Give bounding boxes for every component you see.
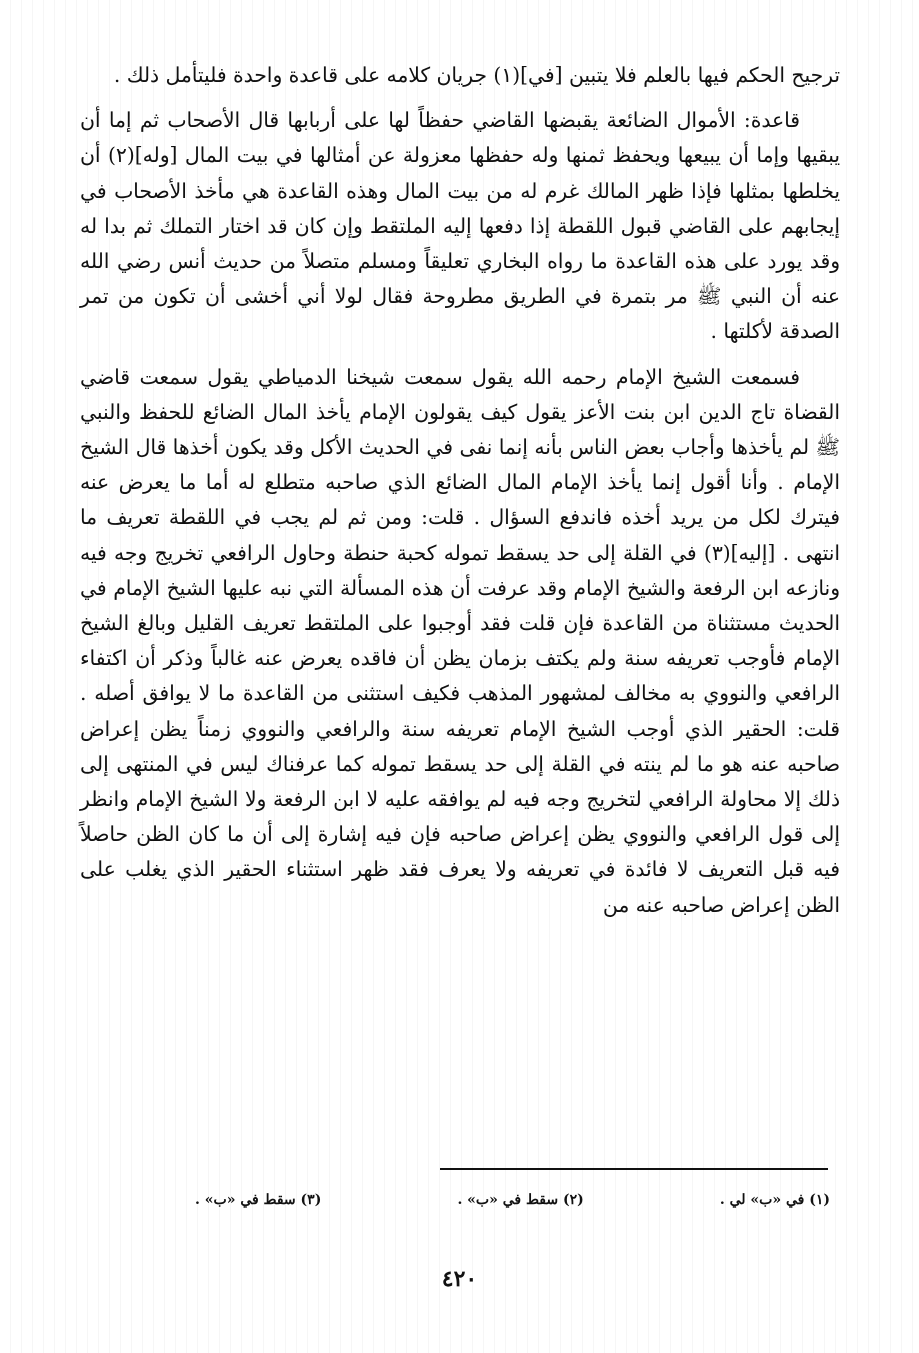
footnote-1: (١) في «ب» لي . [719, 1192, 830, 1208]
footnotes [80, 1192, 840, 1208]
page-number: ٤٢٠ [441, 1266, 478, 1292]
footnote-2: (٢) سقط في «ب» . [457, 1192, 584, 1208]
paragraph-discussion: فسمعت الشيخ الإمام رحمه الله يقول سمعت شيخنا الدمياطي يقول سمعت قاضي القضاة تاج الدين ابن بنت الأعز يقول كيف يقولون الإمام يأخذ المال الضائع للحفظ والنبي ﷺ لم يأخذها وأجاب بعض الناس بأنه إنما نفى في الحديث الأكل وقد يكون أخذها قال الشيخ الإمام . وأنا أقول إنما يأخذ الإمام المال الضائع الذي صاحبه متطلع له أما ما يعرض عنه فيترك لكل من يريد أخذه فاندفع السؤال . قلت: ومن ثم لم يجب في اللقطة تعريف ما انتهى . [إليه](٣) في القلة إلى حد يسقط تموله كحبة حنطة وحاول الرافعي تخريج وجه فيه ونازعه ابن الرفعة والشيخ الإمام وقد عرفت أن هذه المسألة التي نبه عليها الشيخ الإمام في الحديث مستثناة من القاعدة فإن قلت فقد أوجبوا على الملتقط تعريف القليل وبالغ الشيخ الإمام فأوجب تعريفه سنة ولم يكتف بزمان يظن أن فاقده يعرض عنه غالباً وذكر أن اكتفاء الرافعي والنووي به مخالف لمشهور المذهب فكيف استثنى من القاعدة ما لا يوافق أصله . قلت: الحقير الذي أوجب الشيخ الإمام تعريفه سنة والرافعي والنووي زمناً يظن إعراض صاحبه عنه هو ما لم ينته في القلة إلى حد يسقط تموله كما عرفناك ليس في المنتهى إلى ذلك إلا محاولة الرافعي لتخريج وجه فيه لم يوافقه عليه لا ابن الرفعة ولا الشيخ الإمام وانظر إلى قول الرافعي والنووي يظن إعراض صاحبه فإن فيه إشارة إلى أن ما كان الظن حاصلاً فيه قبل التعريف لا فائدة في تعريفه ولا يعرف فقد ظهر استثناء الحقير الذي يغلب على الظن إعراض صاحبه عنه من [80, 364, 840, 917]
footnote-divider [440, 1168, 828, 1170]
paragraph-continuation: ترجيح الحكم فيها بالعلم فلا يتبين [في](١) جريان كلامه على قاعدة واحدة فليتأمل ذلك . [113, 63, 840, 87]
main-text [80, 58, 840, 923]
paragraph-rule: قاعدة: الأموال الضائعة يقبضها القاضي حفظاً لها على أربابها قال الأصحاب ثم إما أن يبقيها وإما أن يبيعها ويحفظ ثمنها وله حفظها معزولة عن أمثالها في بيت المال [وله](٢) أن يخلطها بمثلها فإذا ظهر المالك غرم له من بيت المال وهذه القاعدة هي مأخذ الأصحاب في إيجابهم على القاضي قبول اللقطة إذا دفعها إليه الملتقط وإن كان قد اختار التملك ثم بدا له وقد يورد على هذه القاعدة ما رواه البخاري تعليقاً ومسلم متصلاً من حديث أنس رضي الله عنه أن النبي ﷺ مر بتمرة في الطريق مطروحة فقال لولا أني أخشى أن تكون من تمر الصدقة لأكلتها . [80, 108, 840, 344]
footnote-3: (٣) سقط في «ب» . [195, 1192, 322, 1208]
